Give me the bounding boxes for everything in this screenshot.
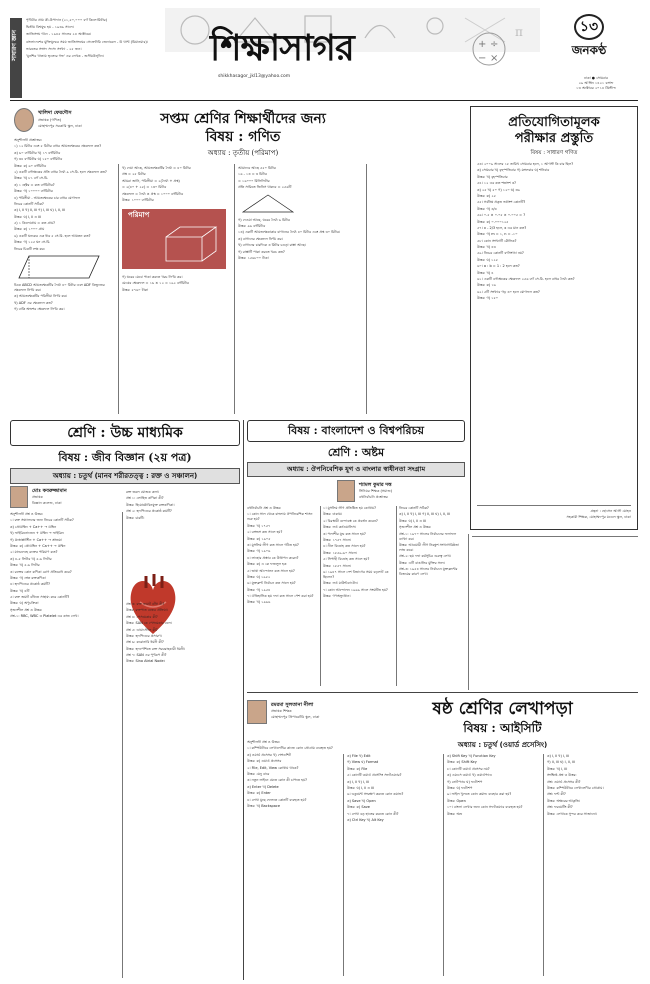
ict-c1-l4: ২। File, Edit, View কোথায় থাকে?: [247, 765, 299, 770]
bd-c2-l7: উত্তর: ১৮৫৯-৬০ সালে।: [323, 550, 358, 555]
ict-c4-l6: প্রশ্ন: ফন্ট কী?: [547, 792, 566, 797]
comp-l4: ক) ২৫ খ) ৫০ গ) ১২০ ঘ) ৩৬: [477, 187, 520, 192]
bio-bd-divider: [243, 420, 244, 980]
bd-col-divider-1: [320, 506, 321, 686]
bd-c3-l2: উত্তর: ঘ) i, ii ও iii: [399, 518, 426, 523]
bio-c1-l14: উত্তর: ঘ) অণুচক্রিকা: [10, 601, 39, 606]
side-tab-label: সাধারণ জ্ঞান: [11, 30, 18, 61]
page-meta-day: ঢাকা ● সোমবার: [584, 76, 608, 80]
math-c3-l1: ১৬ - ১৩ = ৩ মিটার: [238, 172, 267, 177]
biology-author-role: প্রভাষক: [32, 495, 43, 499]
math-c1-l12: উত্তর: ঘ) i, ii ও iii: [14, 214, 41, 219]
math-c3-l6: ১৩) একটি আয়তক্ষেত্রাকার বাগানের দৈর্ঘ্য ৪০ মিটার এবং প্রস্থ ৩০ মিটার।: [238, 230, 341, 235]
bd-c2-l13: উত্তর: গণঅভ্যুত্থান।: [323, 594, 351, 599]
math-c1-l0: অনুশীলনী প্রশ্নোত্তর:: [14, 138, 42, 142]
bd-c2-l10: ৬। ১৯৪৭ সালে দেশ বিভাগের সময় বড়লাট কে ছিলেন?: [323, 569, 389, 579]
bd-c1-l7: ৪। লাহোর প্রস্তাব কে উত্থাপন করেন?: [247, 555, 299, 560]
ict-chapter: অধ্যায় : চতুর্থ (ওয়ার্ড প্রসেসিং): [457, 741, 548, 749]
comp-l5: উত্তর: ক) ২৫: [477, 193, 496, 198]
biology-class-banner: [10, 420, 240, 446]
bd-c3-l4: প্রশ্ন-১: ১৯৭০ সালের নির্বাচনের ফলাফল ব্যাখ্যা কর।: [399, 531, 457, 541]
math-triangle-diagram: [238, 192, 298, 216]
bio-c2-l5: প্রশ্ন ৩: রক্ত জমাট বাঁধা কী?: [126, 601, 165, 606]
ict-section: [247, 696, 638, 980]
ict-c1-l3: উত্তর: ক) ওয়ার্ড প্রসেসর: [247, 759, 282, 764]
ict-c3-l5: উত্তর: ঘ) ফটোশপ: [447, 785, 473, 790]
math-c1-l10: নিচের কোনটি সঠিক?: [14, 201, 44, 206]
biology-chapter: অধ্যায় : চতুর্থ (মানব শরীরতত্ত্ব : রক্ত ও সঞ্চালন): [52, 472, 198, 480]
ict-c2-l3: ৫। কোনটি ওয়ার্ড প্রসেসিং সফটওয়্যার?: [347, 773, 402, 778]
math-col-divider-2: [234, 164, 235, 414]
math-c1-l4: উত্তর: ক) ৬০ বর্গমিটার: [14, 163, 47, 168]
competition-subject: বিষয় : সাধারণ গণিত: [530, 150, 578, 156]
comp-l20: ৬২। ৫টি সংখ্যার গড় ৩০ হলে যোগফল কত?: [477, 289, 540, 294]
comp-l6: ৫৫। সর্বনিম্ন প্রকৃত ভগ্নাংশ কোনটি?: [477, 200, 526, 205]
ict-c2-l5: উত্তর: ঘ) i, ii ও iii: [347, 785, 374, 790]
ict-c1-l1: ১। কম্পিউটারে লেখালেখির কাজে কোন প্রোগ্রাম ব্যবহৃত হয়?: [247, 746, 333, 751]
ict-c1-l6: ৩। নতুন লাইনে যেতে কোন কী চাপতে হয়?: [247, 778, 308, 783]
bd-c2-l3: উত্তর: লর্ড কর্নওয়ালিস।: [323, 525, 357, 530]
bd-c2-l5: উত্তর: ১৭৫৭ সালে।: [323, 537, 352, 542]
competition-footer-divider: [477, 505, 631, 506]
ict-c3-l4: গ) নোটপ্যাড ঘ) ফটোশপ: [447, 779, 483, 784]
bio-c2-l14: উত্তর: Sino Atrial Node।: [126, 659, 165, 664]
bd-c1-l11: ৬। যুক্তফ্রন্ট নির্বাচন কত সালে হয়?: [247, 581, 296, 586]
bd-c3-l0: নিচের কোনটি সঠিক?: [399, 506, 429, 510]
bio-c2-l3: প্রশ্ন ২: হৃদপিণ্ডের প্রকোষ্ঠ কয়টি?: [126, 509, 172, 514]
bio-c2-l10: উত্তর: হৃদপিণ্ডের প্রসারণ।: [126, 633, 162, 638]
math-author-role: প্রভাষক (গণিত): [38, 118, 62, 122]
math-c2-l2: আমরা জানি, পরিসীমা = ২(দৈর্ঘ্য + প্রস্থ): [122, 178, 180, 183]
page-meta-bangla-date: ২৯ আশ্বিন ১৪২১ বঙ্গাব্দ: [578, 81, 614, 86]
ict-c2-l10: ক) Ctrl Key খ) Alt Key: [347, 817, 384, 822]
bd-c3-l7: উত্তর: এটি বাঙালির মুক্তির সনদ।: [399, 560, 446, 565]
comp-l2: উত্তর: খ) বৃহস্পতিবার: [477, 174, 508, 179]
competition-footer-role: সহকারী শিক্ষক, মোহাম্মদপুর মডেল স্কুল, ঢাকা: [566, 515, 631, 519]
comp-l16: ৬০। a : b = 1 : 2 হলে কত?: [477, 264, 520, 269]
bio-c2-l13: প্রশ্ন ৭: SAN এর পূর্ণরূপ কী?: [126, 653, 167, 658]
bd-c2-l1: উত্তর: ঢাকায়।: [323, 512, 343, 517]
bd-author: [337, 480, 465, 502]
math-symbol-icon: [470, 30, 508, 68]
ict-c4-l1: গ) ii, iii ঘ) i, ii, iii: [547, 760, 575, 765]
math-c2-l6: গ) ঘরের মেঝে পাকা করতে খরচ নির্ণয় কর।: [122, 274, 183, 279]
math-author: [14, 108, 114, 138]
ict-c3-l0: ক) Shift Key খ) Function Key: [447, 754, 496, 758]
math-c1-l20: খ) ADF এর ক্ষেত্রফল কত?: [14, 300, 53, 305]
math-chapter: অধ্যায় : তৃতীয় (পরিমাপ): [207, 149, 279, 157]
bio-c1-l15: সৃজনশীল প্রশ্ন ও উত্তর:: [10, 607, 43, 612]
svg-text:−: −: [478, 53, 487, 64]
math-c3-l9: গ) রাস্তাটি পাকা করতে খরচ কত?: [238, 249, 285, 254]
comp-l8: ৫৬। ০.৫ × ০.০৫ × ০.০০৫ = ?: [477, 213, 526, 218]
ict-c4-l5: উত্তর: কম্পিউটারে লেখালেখির প্রোগ্রাম।: [547, 785, 604, 790]
side-tab: [10, 18, 22, 98]
ict-c2-l0: ক) File খ) Edit: [347, 754, 371, 758]
bd-c1-l12: উত্তর: গ) ১৯৫৪: [247, 587, 271, 592]
ict-c2-l8: উত্তর: ক) Save: [347, 805, 370, 810]
biology-author-name: মোঃ কবরুজ্জামান: [32, 488, 67, 494]
math-figure: [122, 209, 226, 269]
bio-c2-l12: উত্তর: হৃদপেশিতে রক্ত সরবরাহকারী ধমনী।: [126, 646, 186, 651]
brand-email: shikkhasagor_jkl13@yahoo.com: [218, 74, 291, 79]
bio-c1-l3: খ) ফাইব্রিনোজেন + থ্রম্বিন → ফাইব্রিন: [10, 531, 64, 536]
paper-logo: [556, 14, 622, 72]
bd-c1-l1: ১। কোন সাল থেকে বাংলায় ঔপনিবেশিক শাসন শুরু হয়?: [247, 512, 313, 522]
bio-c2-l11: প্রশ্ন ৬: করোনারি ধমনী কী?: [126, 640, 164, 645]
biology-class-title: শ্রেণি : উচ্চ মাধ্যমিক: [67, 425, 183, 441]
math-c1-l6: উত্তর: খ) ৮১ বর্গ সে.মি.: [14, 176, 49, 181]
bd-c1-l8: উত্তর: ক) এ কে ফজলুল হক: [247, 562, 287, 567]
svg-text:×: ×: [490, 53, 499, 64]
math-c2-l3: = ২(৪০ + ২৫) = ১৩০ মিটার: [122, 185, 167, 190]
brand-logo: [210, 26, 480, 72]
bio-c1-l11: ৪। হৃদপিণ্ডের প্রকোষ্ঠ কয়টি?: [10, 582, 51, 587]
math-c1-l11: ক) i, ii খ) ii, iii গ) i, iii ঘ) i, ii, iii: [14, 208, 66, 213]
biology-col-divider: [122, 512, 123, 978]
bd-c1-l3: ২। বঙ্গভঙ্গ কত সালে হয়?: [247, 530, 283, 535]
math-c2-l1: প্রস্থ = ২৫ মিটার: [122, 172, 146, 177]
ict-col-3: [447, 754, 539, 978]
ict-col-1: [247, 740, 339, 978]
bio-c1-l10: উত্তর: গ) শ্বেত রক্তকণিকা: [10, 575, 46, 580]
bd-right-divider: [468, 534, 469, 690]
ict-c3-l6: ৯। ফাইল খুলতে কোন কমান্ড ব্যবহার করা হয়?: [447, 792, 512, 797]
bd-c1-l2: উত্তর: খ) ১৭৫৭: [247, 523, 271, 528]
math-c1-l7: ৩) ১ হেক্টর = কত বর্গমিটার?: [14, 182, 55, 187]
math-c1-l13: ৫) ১ কিলোগ্রাম = কত গ্রাম?: [14, 221, 55, 226]
bd-chapter-bar: [247, 462, 465, 477]
bd-col-1: [247, 506, 317, 686]
author-photo-biology: [10, 486, 28, 508]
ict-c1-l2: ক) ওয়ার্ড প্রসেসর খ) স্প্রেডশিট: [247, 752, 291, 757]
competition-body: [471, 162, 637, 502]
bd-c1-l9: ৫। ভাষা আন্দোলন কত সালে হয়?: [247, 568, 295, 573]
bio-c2-l1: প্রশ্ন ১: লোহিত কণিকা কী?: [126, 496, 164, 501]
ict-title: ষষ্ঠ শ্রেণির লেখাপড়া: [432, 699, 573, 719]
bio-c1-l4: গ) থ্রম্বোপ্লাস্টিন + Ca++ → প্লাজমা: [10, 537, 62, 542]
cuboid-diagram: [162, 223, 222, 265]
bd-subject: বিষয় : বাংলাদেশ ও বিশ্বপরিচয়: [287, 424, 425, 437]
ict-author: [247, 700, 367, 734]
ict-c3-l8: ১০। বাংলা লেখার জন্য কোন সফটওয়্যার ব্যবহৃত হয়?: [447, 805, 523, 810]
math-c2-l7: মেঝের ক্ষেত্রফল = ১৬ × ১২ = ১৯২ বর্গমিটার: [122, 281, 189, 286]
comp-l11: উত্তর: গ) m = ১, n = -১০: [477, 232, 518, 237]
competition-footer-name: গ্রন্থনা : হোসেন আলী মোহন: [590, 509, 631, 513]
math-col-1: [14, 138, 114, 414]
bd-c2-l9: উত্তর: ১৮৫৭ সালে।: [323, 563, 352, 568]
bio-c1-l13: ৫। রক্ত জমাট বাঁধতে সাহায্য করে কোনটি?: [10, 595, 70, 600]
bd-c1-l10: উত্তর: ঘ) ১৯৫২: [247, 574, 271, 579]
bio-c1-l16: প্রশ্ন-১: RBC, WBC ও Platelet এর কাজ লেখ।: [10, 614, 79, 619]
math-c2-l5: উত্তর: ১০০০ বর্গমিটার: [122, 197, 154, 202]
math-title-line2: বিষয় : গণিত: [205, 129, 281, 145]
bd-c2-l2: ২। চিরস্থায়ী বন্দোবস্ত কে প্রবর্তন করেন?: [323, 518, 378, 523]
svg-text:π: π: [515, 25, 523, 39]
math-c1-l14: উত্তর: ক) ১০০০ গ্রাম: [14, 227, 45, 232]
bio-c2-l8: উত্তর: SAN কে পেসমেকার বলে।: [126, 621, 173, 626]
comp-l1: ক) সোমবার খ) বৃহস্পতিবার গ) মঙ্গলবার ঘ) শনিবার: [477, 168, 550, 173]
ict-c2-l2: উত্তর: ক) File: [347, 766, 368, 771]
bio-c2-l6: উত্তর: রক্তপাত বন্ধের প্রক্রিয়া।: [126, 608, 168, 613]
brand-title: শিক্ষাসাগর: [210, 27, 354, 69]
bd-col-divider-2: [396, 506, 397, 686]
math-c3-l8: খ) বাগানের চারদিকে ৩ মিটার চওড়া রাস্তা আছে।: [238, 243, 307, 248]
bd-subject-banner: [247, 420, 465, 442]
math-c1-l5: ২) একটি বর্গক্ষেত্রের প্রতি বাহুর দৈর্ঘ্য ৯ সে.মি. হলে ক্ষেত্রফল কত?: [14, 169, 107, 174]
bd-c3-l1: ক) i, ii খ) i, iii গ) ii, iii ঘ) i, ii, iii: [399, 512, 451, 517]
comp-l7: উত্তর: গ) ৩/৪: [477, 206, 497, 211]
comp-l17: উত্তর: খ) ৪: [477, 270, 494, 275]
bio-c1-l9: ৩। রক্তের কোন কণিকা রোগ প্রতিরোধ করে?: [10, 569, 72, 574]
competition-title-2: পরীক্ষার প্রস্তুতি: [514, 131, 594, 146]
math-c1-l19: ক) আয়তক্ষেত্রটির পরিসীমা নির্ণয় কর।: [14, 294, 68, 299]
ict-c1-l5: উত্তর: মেনু বারে: [247, 771, 270, 776]
bio-c2-l0: রক্ত তরল যোজক কলা।: [126, 490, 160, 494]
bio-c2-l2: উত্তর: হিমোগ্লোবিনযুক্ত রক্তকণিকা।: [126, 502, 175, 507]
bio-c1-l6: ২। মানবদেহে রক্তের পরিমাণ কত?: [10, 550, 58, 555]
ict-c4-l0: ক) i, ii খ) i, iii: [547, 754, 570, 758]
ict-c2-l7: ক) Save খ) Open: [347, 798, 376, 803]
bd-c2-l8: ৫। সিপাহী বিদ্রোহ কত সালে হয়?: [323, 557, 370, 562]
ict-author-role: প্রভাষক শিক্ষক: [271, 709, 292, 713]
bd-class-title: শ্রেণি : অষ্টম: [327, 446, 385, 459]
ict-c3-l7: উত্তর: Open: [447, 798, 466, 803]
ict-author-name: রমরমা সুলতানা নীলা: [271, 702, 314, 708]
comp-l18: ৬১। একটি বর্গক্ষেত্রের ক্ষেত্রফল ২৫৬ বর্গ সে.মি. হলে বাহুর দৈর্ঘ্য কত?: [477, 277, 575, 282]
math-figure-label: পরিমাপ: [128, 210, 150, 219]
ict-c4-l2: উত্তর: খ) i, iii: [547, 766, 568, 771]
math-c3-l3: প্রতি সারিতে জিনিস থাকবে = ২৫৬টি: [238, 185, 292, 190]
math-col-divider-1: [118, 164, 119, 414]
ict-c2-l6: ৬। ডকুমেন্ট সংরক্ষণ করতে কোন কমান্ড?: [347, 792, 404, 797]
bd-c2-l6: ৪। নীল বিদ্রোহ কত সালে হয়?: [323, 544, 366, 549]
bd-author-name: শ্যামল কুমার দত্ত: [359, 482, 392, 488]
ict-col-divider-1: [343, 754, 344, 976]
math-parallelogram-diagram: [14, 253, 104, 281]
ict-c1-l7: ক) Enter খ) Delete: [247, 784, 279, 789]
svg-text:+: +: [478, 39, 487, 50]
math-c1-l16: উত্তর: গ) ১২৫ ঘন সে.মি.: [14, 240, 51, 245]
bio-c1-l5: উত্তর: ক) প্রোথ্রম্বিন + Ca++ → থ্রম্বিন: [10, 543, 66, 548]
math-c1-l9: ৪) পরিসীমা - আয়তক্ষেত্রের চার বাহুর যোগফল: [14, 195, 80, 200]
bd-c1-l13: ৭। ঐতিহাসিক ছয় দফা কত সালে পেশ করা হয়?: [247, 594, 314, 599]
author-photo-bd: [337, 480, 355, 502]
bio-c1-l12: উত্তর: খ) ৪টি: [10, 588, 30, 593]
ict-author-school: মোহাম্মদপুর প্রিপারেটরি স্কুল, ঢাকা: [271, 715, 320, 719]
biology-author-school: বিজ্ঞান কলেজ, ঢাকা: [32, 501, 62, 505]
bd-c2-l4: ৩। পলাশীর যুদ্ধ কত সালে হয়?: [323, 531, 366, 536]
bio-c2-l4: উত্তর: চারটি।: [126, 515, 145, 520]
bd-author-school: বহুনির্বাচনি প্রশ্নোত্তর: [359, 495, 388, 499]
biology-col-2: [126, 490, 240, 978]
svg-text:÷: ÷: [490, 39, 499, 50]
math-c3-l2: = ১৬০০০ মিলিলিটার: [238, 178, 270, 183]
math-c1-l2: ক) ৬০ বর্গমিটার খ) ১৭ বর্গমিটার: [14, 150, 61, 155]
bd-section: [247, 420, 465, 688]
ict-c4-l8: প্রশ্ন: ফরমেটিং কী?: [547, 805, 573, 810]
masthead-divider: [10, 100, 638, 101]
page-meta-english-date: ১৩ অক্টোবর ২০১৪ খ্রিস্টাব্দ: [576, 86, 616, 91]
ict-col-divider-3: [543, 754, 544, 976]
comp-l12: ৫৮। কোন সংখ্যাটি মৌলিক?: [477, 238, 517, 243]
biology-author: [10, 486, 120, 508]
ict-c4-l9: উত্তর: লেখাকে সুন্দর করে সাজানো।: [547, 811, 598, 816]
bd-c2-l0: ১। মুসলিম লীগ প্রতিষ্ঠিত হয় কোথায়?: [323, 506, 376, 510]
ict-col-2: [347, 754, 439, 978]
math-author-school: মোহাম্মদপুর সরকারি স্কুল, ঢাকা: [38, 124, 82, 128]
masthead-notes: [26, 18, 156, 98]
comp-l0: ৫৩। ২০০৯ সালের ১৮ তারিখ সোমবার হলে, ১ আগস্ট কি বার ছিল?: [477, 162, 574, 166]
author-photo-ict: [247, 700, 267, 724]
math-c2-l0: খ) দেয়া আছে, আয়তক্ষেত্রটির দৈর্ঘ্য = ৪০ মিটার: [122, 166, 191, 170]
comp-l10: ৫৭। x - 2/3 হলে, x এর মান কত?: [477, 225, 527, 230]
note-3: জাতিসংঘ গঠন - ১৯৪৫ সালের ২৪ অক্টোবর।: [26, 32, 92, 37]
ict-c1-l8: উত্তর: ক) Enter: [247, 791, 271, 796]
ict-col-divider-2: [443, 754, 444, 976]
math-c3-l0: আমাদের আছে ৫৫০ মিটার: [238, 166, 276, 170]
page-number: ১৩: [574, 14, 604, 40]
bd-c3-l3: সৃজনশীল প্রশ্ন ও উত্তর:: [399, 525, 432, 530]
bd-c3-l5: উত্তর: আওয়ামী লীগ নিরঙ্কুশ সংখ্যাগরিষ্ঠতা লাভ করে।: [399, 542, 459, 552]
note-6: 'মুনশির খাতায় ভৃত্যের গল্প' এর লেখক - জসীমউদ্‌দীন।: [26, 54, 104, 59]
author-photo-math: [14, 108, 34, 132]
math-col-3: [238, 166, 362, 412]
math-c3-l4: গ) দেওয়া আছে, ঘরের দৈর্ঘ্য ৬ মিটার: [238, 217, 290, 222]
comp-l15: উত্তর: ঘ) ১২৫: [477, 257, 498, 262]
competition-section: [470, 106, 638, 530]
ict-c4-l4: প্রশ্ন: ওয়ার্ড প্রসেসর কী?: [547, 779, 581, 784]
bd-c1-l0: বহুনির্বাচনি প্রশ্ন ও উত্তর:: [247, 506, 282, 510]
competition-title-1: প্রতিযোগিতামূলক: [508, 115, 600, 130]
bio-c2-l7: প্রশ্ন ৪: পেসমেকার কী?: [126, 614, 158, 619]
bio-c1-l2: ক) প্রোথ্রম্বিন + Ca++ → থ্রম্বিন: [10, 524, 57, 529]
bio-c2-l9: প্রশ্ন ৫: ডায়াস্টোল কী?: [126, 627, 158, 632]
bio-c1-l8: উত্তর: খ) ৫-৬ লিটার: [10, 563, 40, 568]
bio-c1-l0: অনুশীলনী প্রশ্ন ও উত্তর:: [10, 512, 43, 516]
math-c1-l8: উত্তর: গ) ১০০০০ বর্গমিটার: [14, 189, 53, 194]
ict-c3-l9: উত্তর: অভ্র: [447, 811, 463, 816]
bd-continuation: [472, 536, 638, 688]
bd-c3-l6: প্রশ্ন-২: ছয় দফা কর্মসূচির গুরুত্ব লেখ।: [399, 554, 452, 559]
ict-col-4: [547, 754, 638, 978]
comp-l21: উত্তর: গ) ১৫০: [477, 296, 499, 301]
ict-c2-l1: গ) View ঘ) Format: [347, 760, 379, 765]
note-2: দ্বিতীয় বিশ্বযুদ্ধ হয় - ১৯৩৯ সালে।: [26, 25, 74, 30]
math-c1-l1: ১) ১২ মিটার এবং ৫ মিটার বাহুর আয়তক্ষেত্রের ক্ষেত্রফল কত?: [14, 144, 102, 149]
math-section: [14, 104, 462, 416]
comp-l13: উত্তর: খ) ৪৩: [477, 245, 496, 250]
ict-c1-l10: উত্তর: খ) Backspace: [247, 803, 280, 808]
bd-col-2: [323, 506, 393, 686]
math-author-name: খালিদা ফেরদৌস: [38, 110, 72, 116]
bd-c1-l4: উত্তর: ক) ১৯০৫: [247, 536, 271, 541]
comp-l9: উত্তর: ক) ০.০০০১২৫: [477, 219, 509, 224]
ict-c3-l3: ক) এমএস ওয়ার্ড খ) ওয়ার্ডপ্যাড: [447, 773, 492, 778]
ict-c1-l0: অনুশীলনী প্রশ্ন ও উত্তর:: [247, 740, 280, 744]
biology-subject: বিষয় : জীব বিজ্ঞান (২য় পত্র): [58, 451, 192, 464]
ict-c4-l7: উত্তর: অক্ষরের আকৃতি।: [547, 798, 581, 803]
comp-l19: উত্তর: ক) ১৬: [477, 283, 496, 288]
ict-c2-l9: ৭। লেখা বড় হাতের করতে কোন কী?: [347, 811, 399, 816]
math-c2-l4: ক্ষেত্রফল = দৈর্ঘ্য × প্রস্থ = ১০০০ বর্গমিটার: [122, 191, 184, 196]
bio-c1-l1: ১। রক্ত সঞ্চালনের জন্য নিচের কোনটি সঠিক?: [10, 518, 74, 523]
bd-c1-l6: উত্তর: গ) ১৯০৬: [247, 549, 271, 554]
biology-chapter-bar: [10, 468, 240, 484]
math-c1-l15: ৬) একটি ঘনকের এক ধার ৫ সে.মি. হলে আয়তন কত?: [14, 233, 91, 238]
ict-c1-l9: ৪। লেখা মুছে ফেলতে কোনটি ব্যবহৃত হয়?: [247, 797, 307, 802]
math-col-2: [122, 166, 230, 412]
ict-c2-l4: ক) i, ii খ) i, iii: [347, 779, 370, 784]
note-5: ভারতের সংসদ সদস্য সংখ্যা - ২৫ জন।: [26, 46, 82, 51]
ict-subject: বিষয় : আইসিটি: [463, 721, 542, 735]
biology-section: [10, 420, 240, 980]
bd-ict-divider: [247, 692, 638, 693]
math-c3-l7: ক) বাগানের ক্ষেত্রফল নির্ণয় কর।: [238, 236, 283, 241]
math-c1-l18: চিত্রে ABCD আয়তক্ষেত্রটির দৈর্ঘ্য ৪০ মিটার এবং ADF ত্রিভুজের ক্ষেত্রফল নির্ণয় কর।: [14, 283, 105, 293]
math-title-line1: সপ্তম শ্রেণির শিক্ষার্থীদের জন্য: [160, 111, 326, 127]
bd-c3-l8: প্রশ্ন-৩: ১৯৫৪ সালের নির্বাচনে যুক্তফ্রন্টের বিজয়ের কারণ লেখ।: [399, 567, 458, 577]
math-c1-l21: গ) বাকি অংশের ক্ষেত্রফল নির্ণয় কর।: [14, 307, 65, 312]
math-c3-l10: উত্তর: ১৫৬৮০০ টাকা: [238, 255, 269, 260]
bd-c1-l14: উত্তর: খ) ১৯৬৬: [247, 600, 271, 605]
note-4: বাংলাদেশের মুক্তিযুদ্ধের সময় জাতিসংঘের সেক্রেটারি জেনারেল - উ থান্ট (মিয়ানমার)।: [26, 39, 149, 44]
comp-l3: ৫৪। ১২ এর কত শতাংশ ৩?: [477, 181, 516, 186]
note-1: পৃথিবীর প্রায় কী-উপাদান (২১,৫০,০০০ বর্গ কিলোমিটার): [26, 18, 108, 22]
bd-c2-l11: উত্তর: লর্ড মাউন্টব্যাটেন।: [323, 581, 358, 586]
bd-author-role: সিনিয়র শিক্ষক (সমাজ): [359, 489, 392, 493]
comp-l14: ৫৯। নিচের কোনটি বর্গসংখ্যা নয়?: [477, 251, 524, 256]
ict-c4-l3: সংক্ষিপ্ত প্রশ্ন ও উত্তর:: [547, 773, 577, 778]
bd-c2-l12: ৭। কোন আন্দোলন ১৯৬৯ সালে সংঘটিত হয়?: [323, 587, 388, 592]
masthead: [0, 0, 650, 100]
ict-c3-l1: উত্তর: ক) Shift Key: [447, 760, 477, 765]
ict-c3-l2: ৮। কোনটি ওয়ার্ড প্রসেসর নয়?: [447, 766, 490, 771]
bd-col-3: [399, 506, 465, 686]
biology-col-1: [10, 512, 118, 978]
bd-chapter: অধ্যায় : ঔপনিবেশিক যুগ ও বাংলার স্বাধীনতা সংগ্রাম: [286, 465, 426, 473]
bio-c1-l7: ক) ৪-৫ লিটার খ) ৫-৬ লিটার: [10, 556, 52, 561]
math-c1-l17: নিচের চিত্রটি লক্ষ কর:: [14, 246, 46, 251]
math-c2-l8: উত্তর: ৫৭৬০ টাকা: [122, 287, 149, 292]
paper-name: জনকণ্ঠ: [571, 43, 607, 57]
math-c3-l5: উত্তর: ৯৬ বর্গমিটার: [238, 223, 266, 228]
page-meta: [556, 76, 636, 92]
math-col-divider-3: [366, 164, 367, 414]
math-c1-l3: গ) ৩৪ বর্গমিটার ঘ) ১৫০ বর্গমিটার: [14, 157, 63, 162]
bd-c1-l5: ৩। মুসলিম লীগ কত সালে গঠিত হয়?: [247, 542, 299, 547]
